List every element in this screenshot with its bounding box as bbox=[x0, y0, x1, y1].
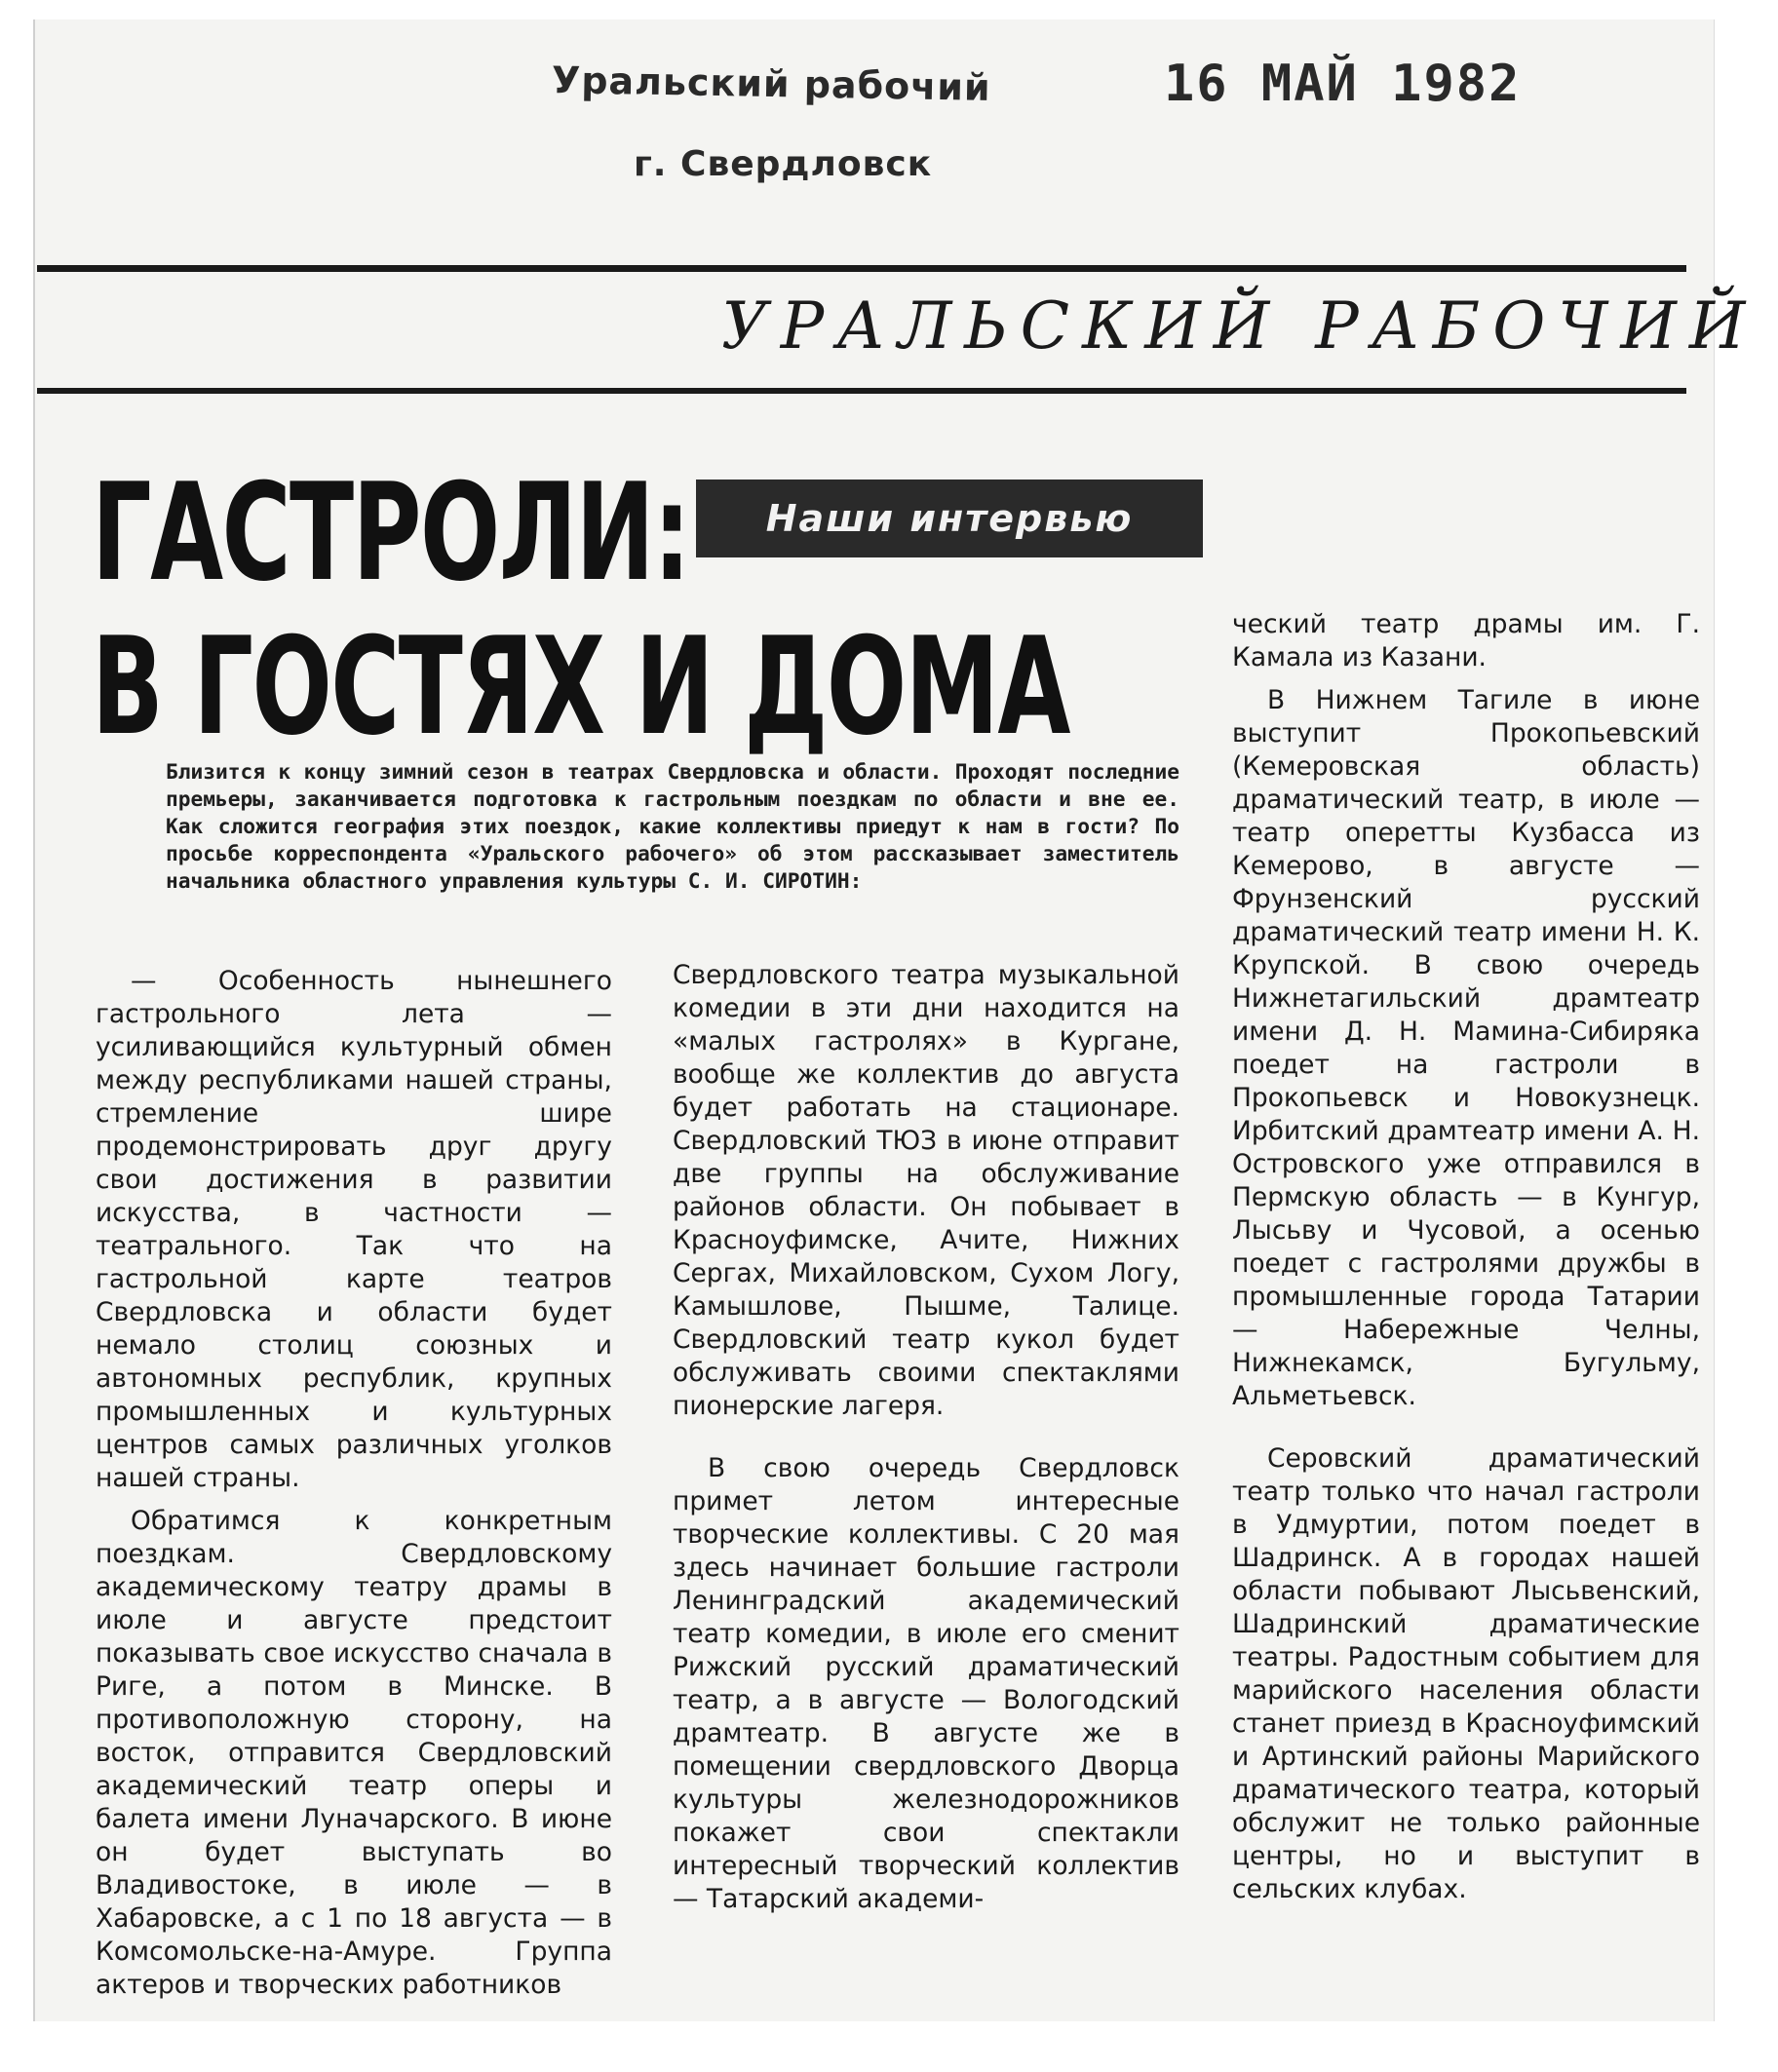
masthead-title: УРАЛЬСКИЙ РАБОЧИЙ bbox=[721, 288, 1759, 364]
paragraph: — Особенность нынешнего гастрольного лета — усиливающийся культурный обмен между республиками нашей страны, стремление шире продемонстрировать друг другу свои достижения в развитии искусства, в частности — театрального. Так что на гастрольной карте театров Свердловска и области будет немало столиц союзных и автономных республик, крупных промышленных и культурных центров самых различных уголков нашей страны. bbox=[96, 966, 612, 1493]
paragraph: В свою очередь Свердловск примет летом интересные творческие коллективы. С 20 мая здесь начинает большие гастроли Ленинградский академический театр комедии, в июле его сменит Рижский русский драматический театр, а в августе — Вологодский драмтеатр. В августе же в помещении свердловского Дворца культуры железнодорожников покажет свои спектакли интересный творческий коллектив — Татарский академи- bbox=[673, 1453, 1179, 1914]
paragraph: Серовский драматический театр только что начал гастроли в Удмуртии, потом поедет в Шадринск. А в городах нашей области побывают Лысьвенский, Шадринский драматические театры. Радостным событием для марийского населения области станет приезд в Красноуфимский и Артинский районы Марийского драматического театра, который обслужит не только районные центры, но и выступит в сельских клубах. bbox=[1232, 1443, 1700, 1904]
paragraph: В Нижнем Тагиле в июне выступит Прокопьевский (Кемеровская область) драматический театр, в июле — театр оперетты Кузбасса из Кемерово, в августе — Фрунзенский русский драматический театр имени Н. К. Крупской. В свою очередь Нижнетагильский драмтеатр имени Д. Н. Мамина-Сибиряка поедет на гастроли в Прокопьевск и Новокузнецк. Ирбитский драмтеатр имени А. Н. Островского уже отправился в Пермскую область — в Кунгур, Лысьву и Чусовой, а осенью поедет с гастролями дружбы в промышленные города Татарии — Набережные Челны, Нижнекамск, Бугульму, Альметьевск. bbox=[1232, 685, 1700, 1411]
archive-stamp-newspaper: Уральский рабочий bbox=[551, 58, 991, 109]
masthead-bottom-rule bbox=[37, 388, 1686, 394]
archive-stamp-date: 16 МАЙ 1982 bbox=[1164, 55, 1522, 113]
article-column-1 bbox=[96, 965, 612, 2002]
paragraph: ческий театр драмы им. Г. Камала из Казани. bbox=[1232, 609, 1700, 672]
rubric-label: Наши интервью bbox=[696, 480, 1203, 557]
paragraph: Свердловского театра музыкальной комедии в эти дни находится на «малых гастролях» в Кургане, вообще же коллектив до августа будет работать на стационаре. Свердловский ТЮЗ в июне отправит две группы на обслуживание районов области. Он побывает в Красноуфимске, Ачите, Нижних Сергах, Михайловском, Сухом Логу, Камышлове, Пышме, Талице. Свердловский театр кукол будет обслуживать своими спектаклями пионерские лагеря. bbox=[673, 960, 1179, 1421]
article-column-3 bbox=[1232, 608, 1700, 1906]
article-lead: Близится к концу зимний сезон в театрах Свердловска и области. Проходят последние премьеры, заканчивается подготовка к гастрольным поездкам по области и вне ее. Как сложится география этих поездок, какие коллективы приедут к нам в гости? По просьбе корреспондента «Уральского рабочего» об этом рассказывает заместитель начальника областного управления культуры С. И. СИРОТИН: bbox=[166, 759, 1179, 893]
article-column-2 bbox=[673, 959, 1179, 1916]
headline-line-1: ГАСТРОЛИ: bbox=[92, 454, 690, 611]
archive-stamp-city: г. Свердловск bbox=[634, 144, 933, 184]
headline-line-2: В ГОСТЯХ И ДОМА bbox=[92, 608, 1069, 765]
paragraph: Обратимся к конкретным поездкам. Свердловскому академическому театру драмы в июле и августе предстоит показывать свое искусство сначала в Риге, а потом в Минске. В противоположную сторону, на восток, отправится Свердловский академический театр оперы и балета имени Луначарского. В июне он будет выступать во Владивостоке, в июле — в Хабаровске, а с 1 по 18 августа — в Комсомольске-на-Амуре. Группа актеров и творческих работников bbox=[96, 1506, 612, 2000]
masthead-top-rule bbox=[37, 265, 1686, 272]
